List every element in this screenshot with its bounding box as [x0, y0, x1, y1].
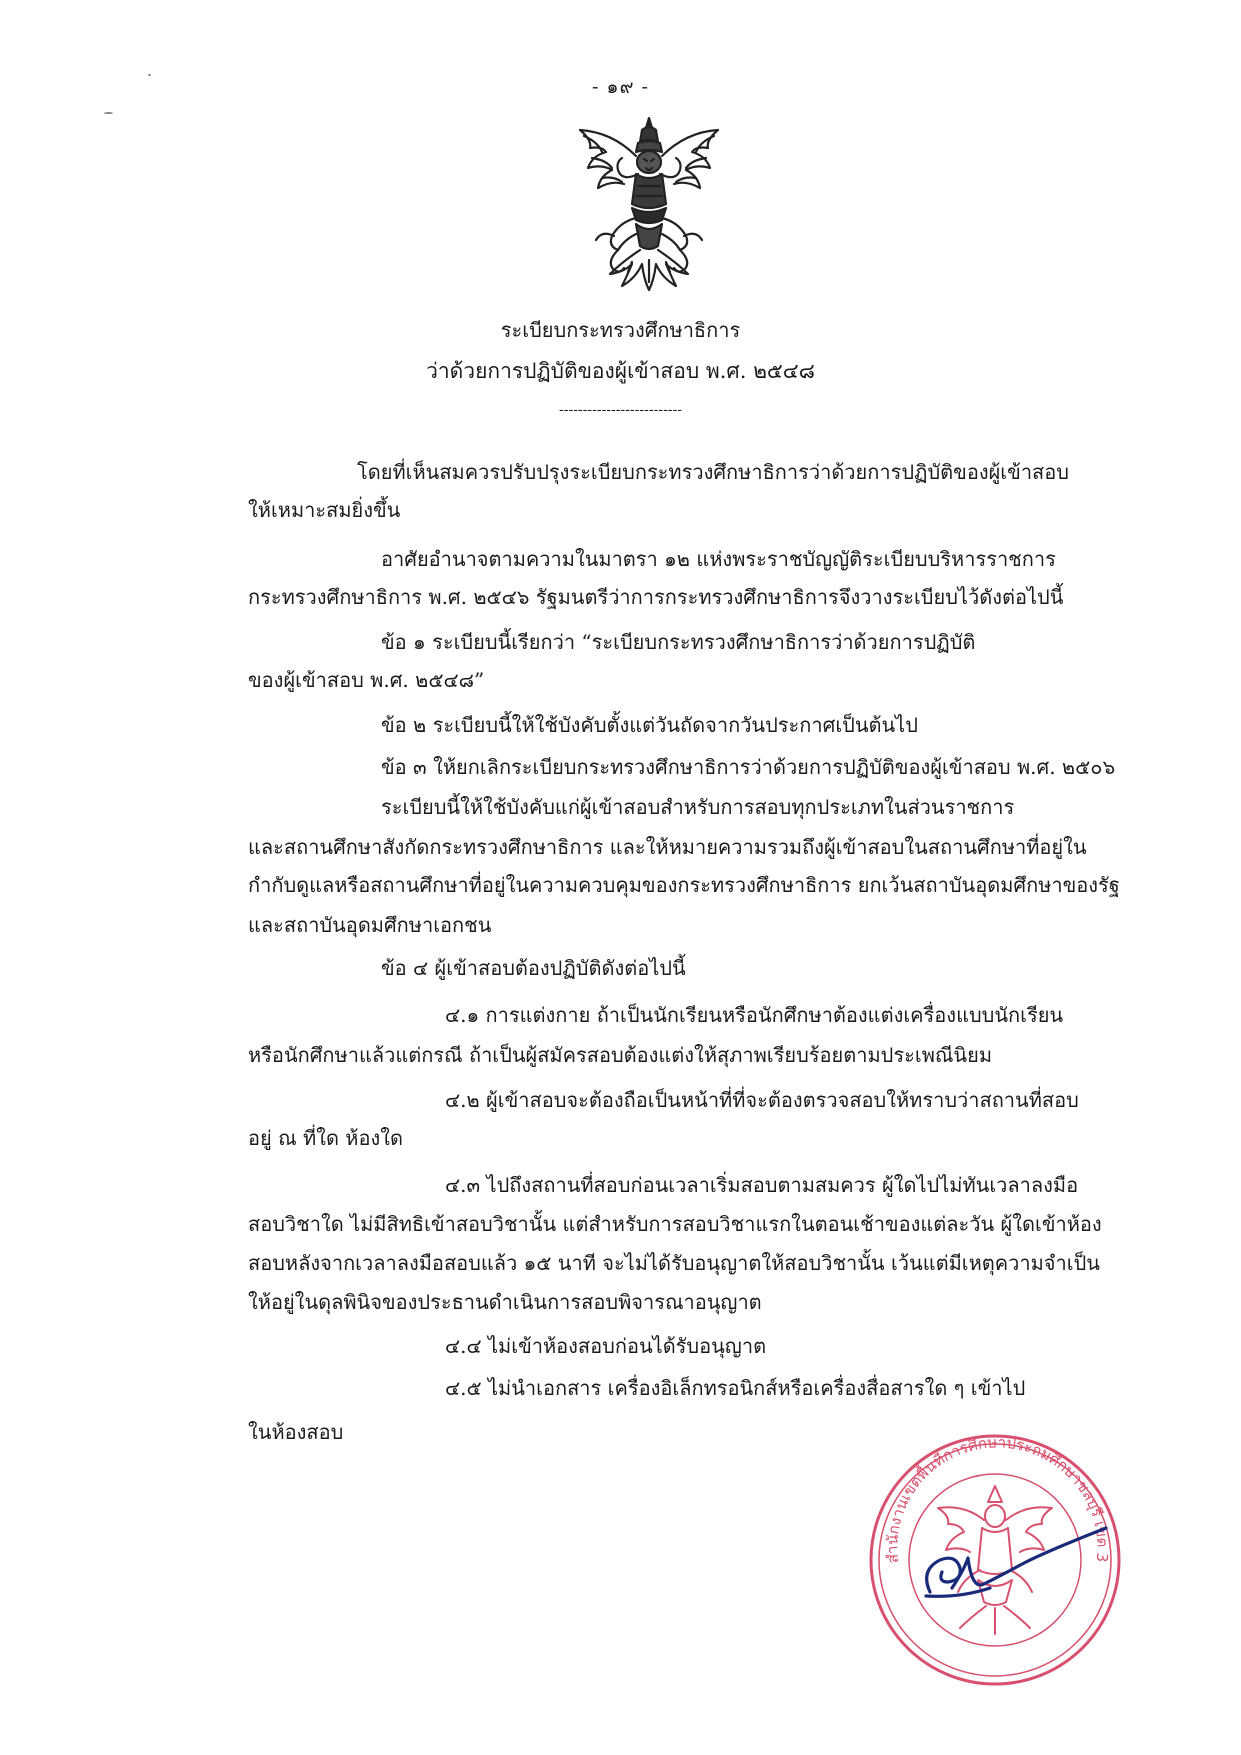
body-line: ข้อ ๔ ผู้เข้าสอบต้องปฏิบัติดังต่อไปนี้ — [381, 956, 686, 980]
official-seal-stamp — [860, 1420, 1130, 1690]
scan-speck — [104, 112, 113, 114]
body-line: ๔.๒ ผู้เข้าสอบจะต้องถือเป็นหน้าที่ที่จะต้องตรวจสอบให้ทราบว่าสถานที่สอบ — [445, 1088, 1079, 1112]
title-separator: -------------------------- — [559, 402, 682, 418]
page-number: - ๑๙ - — [592, 76, 649, 98]
body-line: หรือนักศึกษาแล้วแต่กรณี ถ้าเป็นผู้สมัครสอบต้องแต่งให้สุภาพเรียบร้อยตามประเพณีนิยม — [248, 1043, 993, 1067]
body-line: ในห้องสอบ — [248, 1420, 344, 1444]
body-line: สอบวิชาใด ไม่มีสิทธิเข้าสอบวิชานั้น แต่สำหรับการสอบวิชาแรกในตอนเช้าของแต่ละวัน ผู้ใดเข้าห้อง — [248, 1212, 1102, 1236]
regulation-subtitle: ว่าด้วยการปฏิบัติของผู้เข้าสอบ พ.ศ. ๒๕๔๘ — [426, 359, 815, 383]
body-line: อยู่ ณ ที่ใด ห้องใด — [248, 1126, 404, 1150]
body-line: กระทรวงศึกษาธิการ พ.ศ. ๒๕๔๖ รัฐมนตรีว่าการกระทรวงศึกษาธิการจึงวางระเบียบไว้ดังต่อไปนี้ — [248, 585, 1064, 609]
garuda-emblem-icon — [562, 112, 737, 294]
body-line: ข้อ ๓ ให้ยกเลิกระเบียบกระทรวงศึกษาธิการว่าด้วยการปฏิบัติของผู้เข้าสอบ พ.ศ. ๒๕๐๖ — [381, 755, 1116, 779]
body-line: และสถานศึกษาสังกัดกระทรวงศึกษาธิการ และให้หมายความรวมถึงผู้เข้าสอบในสถานศึกษาที่อยู่ใน — [248, 835, 1087, 859]
body-line: ระเบียบนี้ให้ใช้บังคับแก่ผู้เข้าสอบสำหรับการสอบทุกประเภทในส่วนราชการ — [381, 795, 1015, 819]
body-line: ให้เหมาะสมยิ่งขึ้น — [248, 498, 401, 522]
body-line: ข้อ ๒ ระเบียบนี้ให้ใช้บังคับตั้งแต่วันถัดจากวันประกาศเป็นต้นไป — [381, 713, 918, 737]
body-line: ของผู้เข้าสอบ พ.ศ. ๒๕๔๘” — [248, 668, 485, 692]
body-line: ๔.๔ ไม่เข้าห้องสอบก่อนได้รับอนุญาต — [445, 1334, 767, 1358]
body-line: กำกับดูแลหรือสถานศึกษาที่อยู่ในความควบคุมของกระทรวงศึกษาธิการ ยกเว้นสถาบันอุดมศึกษาของรัฐ — [248, 873, 1120, 897]
body-line: ๔.๓ ไปถึงสถานที่สอบก่อนเวลาเริ่มสอบตามสมควร ผู้ใดไปไม่ทันเวลาลงมือ — [445, 1173, 1079, 1197]
body-line: สอบหลังจากเวลาลงมือสอบแล้ว ๑๕ นาที จะไม่ได้รับอนุญาตให้สอบวิชานั้น เว้นแต่มีเหตุความจำเป็น — [248, 1251, 1100, 1275]
stamp-ring-text: สำนักงานเขตพื้นที่การศึกษาประถมศึกษาชลบุรี เขต 3 — [883, 1433, 1112, 1564]
body-line: อาศัยอำนาจตามความในมาตรา ๑๒ แห่งพระราชบัญญัติระเบียบบริหารราชการ — [381, 547, 1056, 571]
body-line: และสถาบันอุดมศึกษาเอกชน — [248, 913, 492, 937]
body-line: ให้อยู่ในดุลพินิจของประธานดำเนินการสอบพิจารณาอนุญาต — [248, 1290, 762, 1314]
body-line: โดยที่เห็นสมควรปรับปรุงระเบียบกระทรวงศึกษาธิการว่าด้วยการปฏิบัติของผู้เข้าสอบ — [357, 460, 1069, 484]
body-line: ข้อ ๑ ระเบียบนี้เรียกว่า “ระเบียบกระทรวงศึกษาธิการว่าด้วยการปฏิบัติ — [381, 630, 976, 654]
regulation-title: ระเบียบกระทรวงศึกษาธิการ — [500, 318, 741, 342]
body-line: ๔.๕ ไม่นำเอกสาร เครื่องอิเล็กทรอนิกส์หรือเครื่องสื่อสารใด ๆ เข้าไป — [445, 1376, 1026, 1400]
body-line: ๔.๑ การแต่งกาย ถ้าเป็นนักเรียนหรือนักศึกษาต้องแต่งเครื่องแบบนักเรียน — [445, 1003, 1064, 1027]
